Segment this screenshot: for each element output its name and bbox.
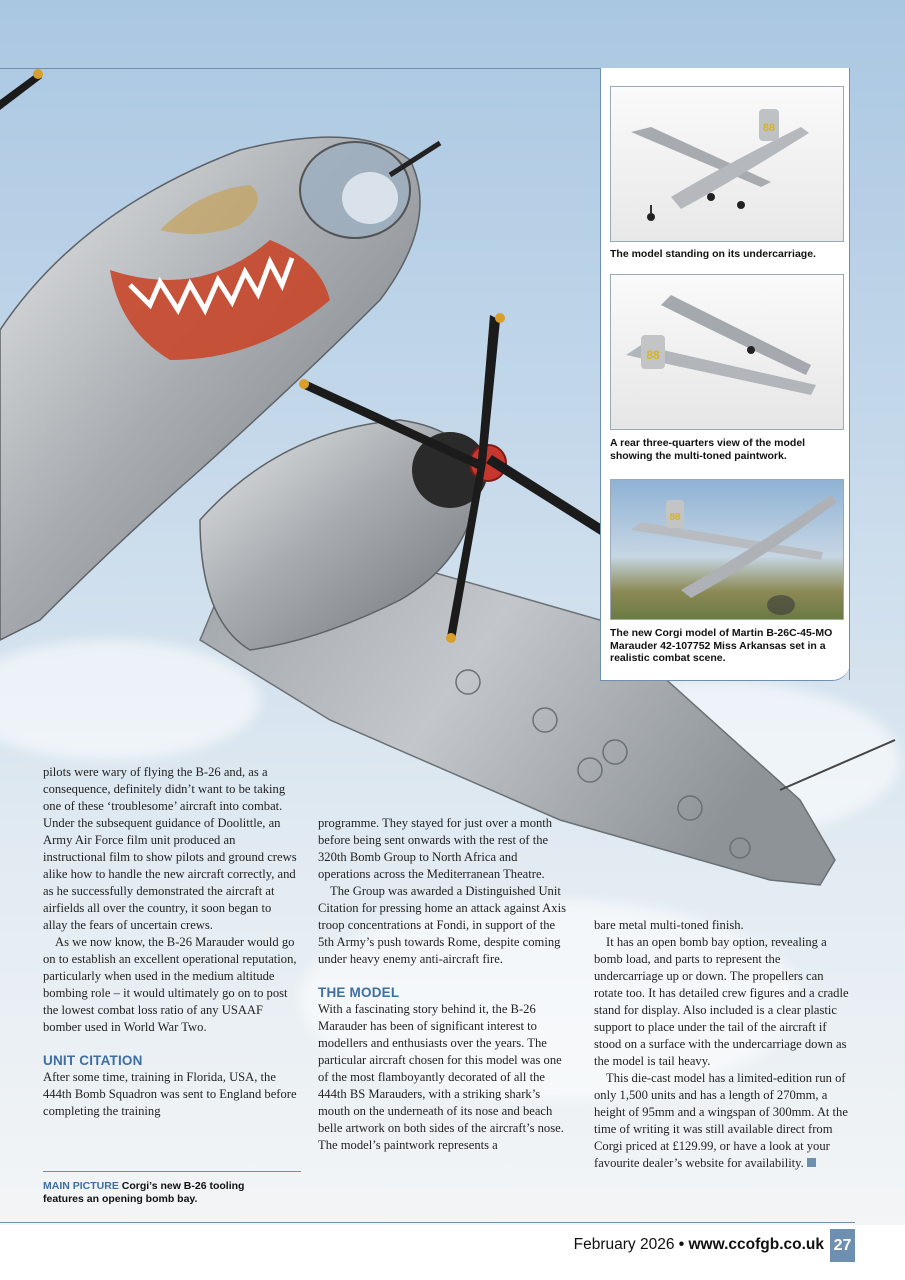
paragraph: pilots were wary of flying the B-26 and, as a consequence, definitely didn’t want to be taking one of these ‘troublesome’ aircraft into combat. Under the subsequent guidance of Doolittle, an Army Air Force film unit produced an instructional film to show pilots and ground crews alike how to handle the new aircraft correctly, and as he successfully demonstrated the aircraft at airfields all over the country, it soon began to allay the fears of uncertain crews. — [43, 765, 297, 932]
sidebar-edge — [849, 68, 850, 680]
model-photo-3 — [611, 480, 843, 619]
end-of-article-mark — [807, 1158, 816, 1167]
svg-text:88: 88 — [762, 122, 776, 134]
paragraph: bare metal multi-toned finish. — [594, 918, 744, 932]
svg-text:88: 88 — [646, 348, 660, 362]
page-number: 27 — [830, 1229, 855, 1262]
caption-label: MAIN PICTURE — [43, 1180, 119, 1192]
top-rule — [0, 68, 600, 69]
paragraph: It has an open bomb bay option, revealing a bomb load, and parts to represent the undercarriage up or down. The propellers can rotate too. It has detailed crew figures and a cradle stand for display. Also included is a clear plastic support to place under the tail of the aircraft if stood on a surface with the undercarriage down as the model is tail heavy. — [594, 935, 849, 1068]
caption-text: Corgi’s new B-26 tooling features an opening bomb bay. — [43, 1180, 245, 1205]
photo-undercarriage — [610, 86, 844, 242]
text-column-2 — [318, 815, 572, 1154]
text-column-1 — [43, 764, 297, 1120]
caption-rear-view: A rear three-quarters view of the model showing the multi-toned paintwork. — [610, 437, 806, 462]
svg-text:88: 88 — [669, 512, 681, 523]
main-picture-caption — [43, 1180, 283, 1205]
photo-rear-view — [610, 274, 844, 430]
caption-rule — [43, 1171, 301, 1172]
paragraph-text: This die-cast model has a limited-edition run of only 1,500 units and has a length of 270mm, a height of 95mm and a wingspan of 300mm. At the time of writing it was still available direct from Corgi priced at £129.99, or have a look at your favourite dealer’s website for availability. — [594, 1071, 848, 1170]
website-link[interactable]: www.ccofgb.co.uk — [688, 1236, 824, 1253]
section-heading-the-model: THE MODEL — [318, 985, 400, 1000]
paragraph: With a fascinating story behind it, the B-26 Marauder has been of significant interest to modellers and enthusiasts over the years. The particular aircraft chosen for this model was one of the most flamboyantly decorated of all the 444th BS Marauders, with a striking shark’s mouth on the underneath of its nose and beach belle artwork on both sides of the aircraft’s nose. The model’s paintwork represents a — [318, 1002, 564, 1152]
footer — [574, 1236, 824, 1254]
paragraph: The Group was awarded a Distinguished Unit Citation for pressing home an attack against Axis troop concentrations at Fondi, in support of the 5th Army’s push towards Rome, despite coming under heavy enemy anti-aircraft fire. — [318, 884, 566, 966]
paragraph: After some time, training in Florida, USA, the 444th Bomb Squadron was sent to England before completing the training — [43, 1070, 297, 1118]
paragraph-final — [594, 1070, 852, 1172]
model-photo-1 — [611, 87, 843, 241]
footer-bullet: • — [678, 1236, 685, 1253]
paragraph: programme. They stayed for just over a month before being sent onwards with the rest of the 320th Bomb Group to North Africa and operations across the Mediterranean Theatre. — [318, 816, 553, 881]
propeller — [478, 315, 500, 463]
issue-date: February 2026 — [573, 1236, 675, 1253]
paragraph: As we now know, the B-26 Marauder would go on to establish an excellent operational reputation, particularly when used in the medium altitude bombing role – it would ultimately go on to post the lowest combat loss ratio of any USAAF bomber used in World War Two. — [43, 935, 297, 1034]
footer-rule — [0, 1222, 855, 1223]
model-photo-2 — [611, 275, 843, 429]
text-column-3 — [594, 917, 852, 1172]
caption-combat-scene: The new Corgi model of Martin B-26C-45-MO Marauder 42-107752 Miss Arkansas set in a realistic combat scene. — [610, 627, 833, 664]
caption-undercarriage: The model standing on its undercarriage. — [610, 248, 816, 260]
image-sidebar — [600, 68, 850, 681]
section-heading-unit-citation: UNIT CITATION — [43, 1053, 143, 1068]
photo-combat-scene — [610, 479, 844, 620]
